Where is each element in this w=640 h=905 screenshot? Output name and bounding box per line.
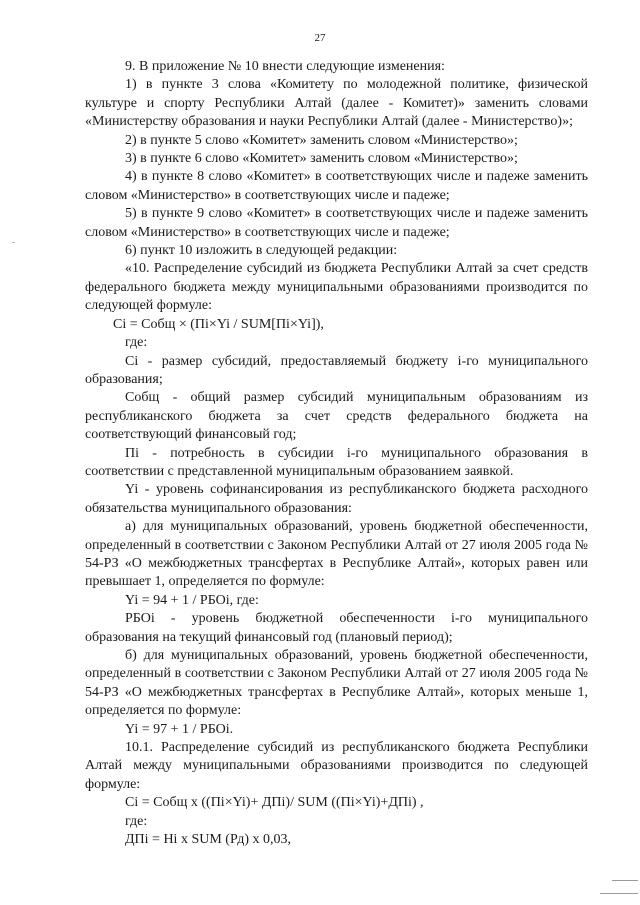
paragraph: 3) в пункте 6 слово «Комитет» заменить словом «Министерство»;	[125, 151, 518, 167]
formula: Yi = 97 + 1 / РБОi.	[125, 721, 234, 737]
paragraph: Пi - потребность в субсидии i-го муниципального образования в соответствии с представленной муниципальным образованием заявкой.	[85, 445, 588, 479]
paragraph: 9. В приложение № 10 внести следующие изменения:	[125, 59, 445, 74]
paragraph: 1) в пункте 3 слова «Комитету по молодежной политике, физической культуре и спорту Республики Алтай (далее - Комитет)» заменить словами «Министерству образования и науки Республики Алтай (далее - Министерство)»;	[85, 77, 588, 130]
paragraph: «10. Распределение субсидий из бюджета Республики Алтай за счет средств федерального бюджета между муниципальными образованиями производится по следующей формуле:	[85, 261, 588, 314]
scan-mark	[600, 893, 638, 894]
paragraph: 10.1. Распределение субсидий из республиканского бюджета Республики Алтай между муниципальными образованиями производится по следующей формуле:	[85, 740, 588, 792]
paragraph: 6) пункт 10 изложить в следующей редакции:	[125, 243, 398, 259]
formula: Ci = Cобщ × (Пi×Yi / SUM[Пi×Yi]),	[113, 316, 324, 332]
formula: Yi = 94 + 1 / РБОi, где:	[125, 592, 259, 608]
paragraph: где:	[125, 813, 148, 829]
page-number: 27	[314, 32, 326, 44]
scan-mark	[612, 880, 638, 881]
paragraph: РБОi - уровень бюджетной обеспеченности i-го муниципального образования на текущий финансовый год (плановый период);	[85, 611, 588, 645]
scan-mark	[12, 242, 15, 243]
paragraph: 5) в пункте 9 слово «Комитет» в соответствующих числе и падеже заменить словом «Министерство» в соответствующих числе и падеже;	[85, 206, 588, 240]
paragraph: 4) в пункте 8 слово «Комитет» в соответствующих числе и падеже заменить словом «Министерство» в соответствующих числе и падеже;	[85, 169, 588, 203]
paragraph: где:	[125, 335, 148, 351]
paragraph: 2) в пункте 5 слово «Комитет» заменить словом «Министерство»;	[125, 132, 518, 148]
formula: Ci = Cобщ x ((Пi×Yi)+ ДПi)/ SUM ((Пi×Yi)+ДПi) ,	[125, 795, 424, 811]
document-body	[85, 58, 588, 849]
paragraph: Yi - уровень софинансирования из республиканского бюджета расходного обязательства муниципального образования:	[85, 482, 588, 516]
formula: ДПi = Hi x SUM (Рд) x 0,03,	[125, 832, 291, 848]
paragraph: а) для муниципальных образований, уровень бюджетной обеспеченности, определенный в соответствии с Законом Республики Алтай от 27 июля 2005 года № 54-РЗ «О межбюджетных трансфертах в Республике Алтай», которых равен или превышает 1, определяется по формуле:	[85, 519, 588, 590]
paragraph: б) для муниципальных образований, уровень бюджетной обеспеченности, определенный в соответствии с Законом Республики Алтай от 27 июля 2005 года № 54-РЗ «О межбюджетных трансфертах в Республике Алтай», которых меньше 1, определяется по формуле:	[85, 648, 588, 719]
paragraph: Ci - размер субсидий, предоставляемый бюджету i-го муниципального образования;	[85, 353, 588, 387]
paragraph: Cобщ - общий размер субсидий муниципальным образованиям из республиканского бюджета за счет средств федерального бюджета на соответствующий финансовый год;	[85, 390, 588, 443]
